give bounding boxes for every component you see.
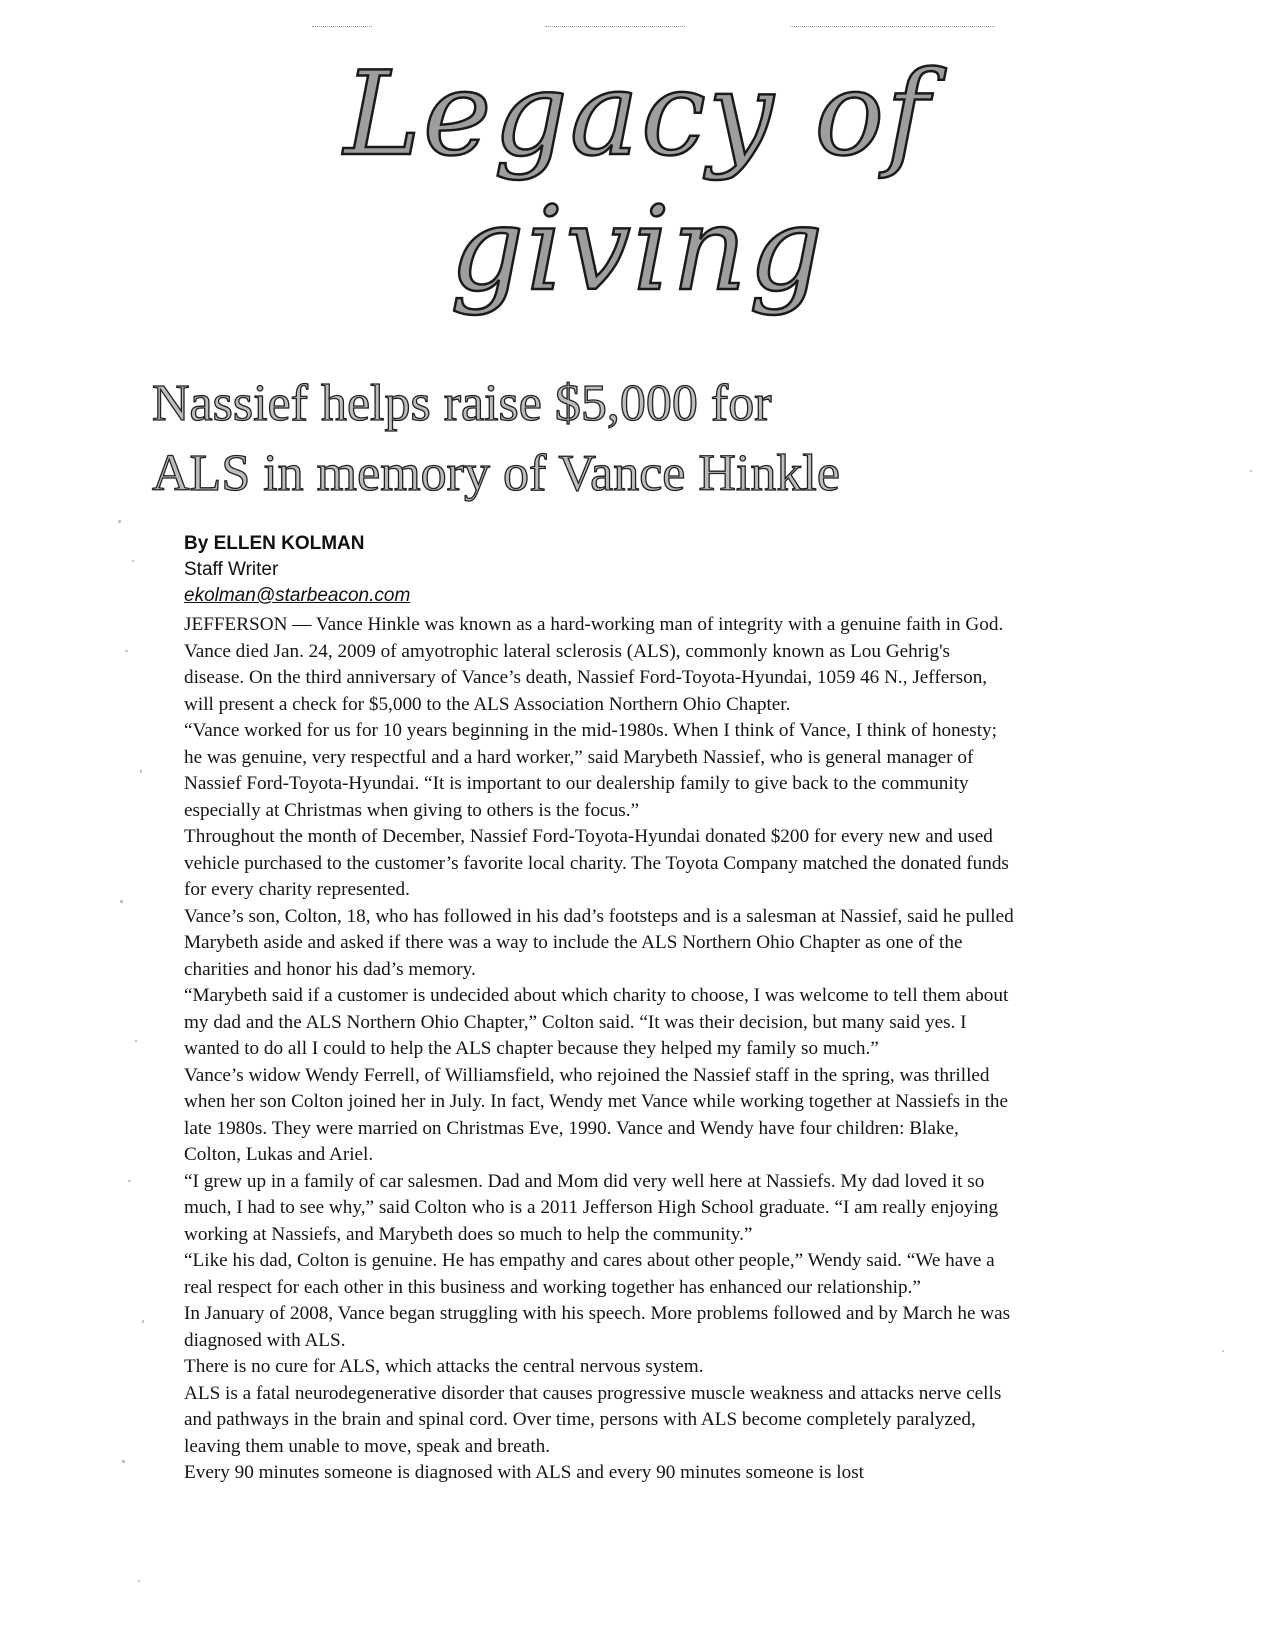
article-body — [184, 612, 1014, 1487]
paragraph: JEFFERSON — Vance Hinkle was known as a hard-working man of integrity with a genuine faith in God. — [184, 614, 1004, 635]
headline-line-1: Nassief helps raise $5,000 for — [152, 375, 772, 432]
scan-speckle — [1250, 470, 1252, 472]
scan-speckle — [120, 900, 123, 903]
kicker-title-line-1: Legacy of — [343, 47, 932, 182]
paragraph: Vance died Jan. 24, 2009 of amyotrophic lateral sclerosis (ALS), commonly known as Lou Gehrig's disease. On the third anniversary of Vance’s death, Nassief Ford-Toyota-Hyundai, 1059 46 N., Jefferson, will present a check for $5,000 to the ALS Association Northern Ohio Chapter. — [184, 640, 988, 715]
byline-author: By ELLEN KOLMAN — [184, 533, 365, 554]
scan-artifact-rule — [790, 26, 995, 27]
paragraph: Vance’s widow Wendy Ferrell, of Williamsfield, who rejoined the Nassief staff in the spring, was thrilled when her son Colton joined her in July. In fact, Wendy met Vance while working together at Nassiefs in the late 1980s. They were married on Christmas Eve, 1990. Vance and Wendy have four children: Blake, Colton, Lukas and Ariel. — [184, 1064, 1009, 1165]
scan-artifact-rule — [545, 26, 685, 27]
scan-speckle — [132, 560, 134, 562]
scan-speckle — [125, 650, 128, 652]
scan-speckle — [140, 770, 142, 773]
scan-speckle — [1222, 1350, 1224, 1352]
scan-speckle — [128, 1180, 131, 1182]
paragraph: “Vance worked for us for 10 years beginning in the mid-1980s. When I think of Vance, I think of honesty; he was genuine, very respectful and a hard worker,” said Marybeth Nassief, who is general manager of Nassief Ford-Toyota-Hyundai. “It is important to our dealership family to give back to the community especially at Christmas when giving to others is the focus.” — [184, 720, 997, 821]
paragraph: “I grew up in a family of car salesmen. Dad and Mom did very well here at Nassiefs. My dad loved it so much, I had to see why,” said Colton who is a 2011 Jefferson High School graduate. “I am really enjoying working at Nassiefs, and Marybeth does so much to help the community.” — [184, 1170, 999, 1245]
paragraph: There is no cure for ALS, which attacks the central nervous system. — [184, 1356, 704, 1377]
scan-speckle — [118, 520, 121, 523]
byline-email: ekolman@starbeacon.com — [184, 585, 411, 606]
scan-speckle — [135, 1040, 137, 1042]
headline-line-2: ALS in memory of Vance Hinkle — [152, 445, 840, 502]
scan-speckle — [122, 1460, 125, 1463]
paragraph: Every 90 minutes someone is diagnosed with ALS and every 90 minutes someone is lost — [184, 1462, 865, 1483]
paragraph: ALS is a fatal neurodegenerative disorder that causes progressive muscle weakness and attacks nerve cells and pathways in the brain and spinal cord. Over time, persons with ALS become completely paralyzed, leaving them unable to move, speak and breath. — [184, 1382, 1002, 1457]
paragraph: “Marybeth said if a customer is undecided about which charity to choose, I was welcome to tell them about my dad and the ALS Northern Ohio Chapter,” Colton said. “It was their decision, but many said yes. I wanted to do all I could to help the ALS chapter because they helped my family so much.” — [184, 985, 1009, 1059]
kicker-title-line-2: giving — [450, 182, 825, 317]
paragraph: Vance’s son, Colton, 18, who has followed in his dad’s footsteps and is a salesman at Nassief, said he pulled Marybeth aside and asked if there was a way to include the ALS Northern Ohio Chapter as one of the charities and honor his dad’s memory. — [184, 905, 1014, 980]
paragraph: In January of 2008, Vance began struggling with his speech. More problems followed and by March he was diagnosed with ALS. — [184, 1303, 1011, 1351]
scan-speckle — [142, 1320, 144, 1323]
paragraph: Throughout the month of December, Nassief Ford-Toyota-Hyundai donated $200 for every new and used vehicle purchased to the customer’s favorite local charity. The Toyota Company matched the donated funds for every charity represented. — [184, 826, 1009, 900]
scan-speckle — [138, 1580, 140, 1582]
byline-role: Staff Writer — [184, 559, 279, 580]
paragraph: “Like his dad, Colton is genuine. He has empathy and cares about other people,” Wendy said. “We have a real respect for each other in this business and working together has enhanced our relationship.” — [184, 1250, 995, 1298]
scan-artifact-rule — [312, 26, 372, 27]
